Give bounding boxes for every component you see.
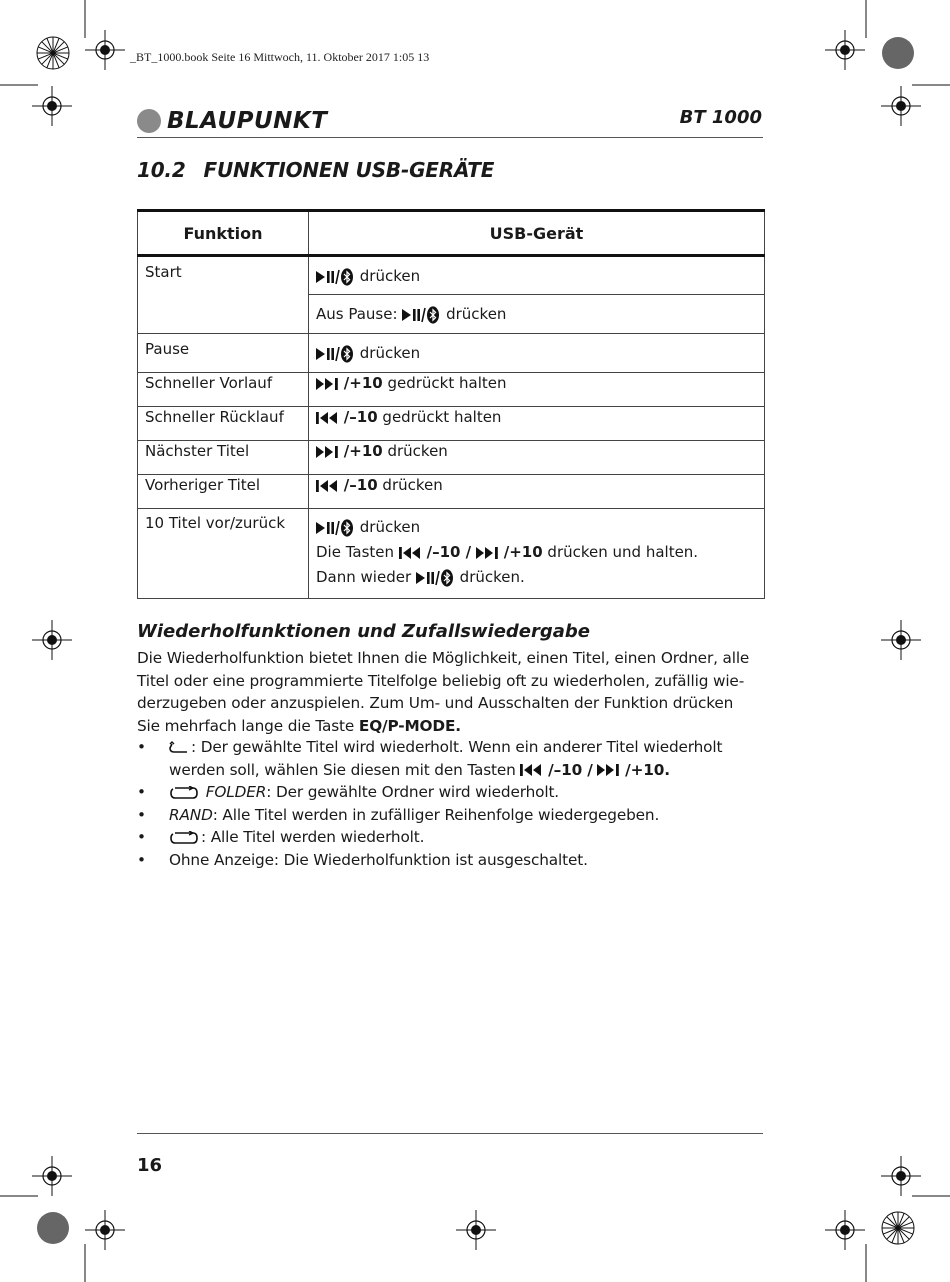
repeat-list xyxy=(137,736,767,872)
function-label: Schneller Rücklauf xyxy=(138,407,309,441)
usb-action: drücken xyxy=(309,256,765,295)
section-heading: FUNKTIONEN USB-GERÄTE xyxy=(203,158,495,182)
page-number: 16 xyxy=(137,1155,163,1176)
repeat-description: Die Wiederholfunktion bietet Ihnen die Möglichkeit, einen Titel, einen Ordner, alle Titel oder eine programmierte Titelfolge beliebig oft zu wiederholen, zufällig wie- derzugeben oder anzuspielen. Zum Um- und Ausschalten der Funktion drücken Sie mehrfach lange die Taste EQ/P-MODE. xyxy=(137,649,750,735)
usb-action: /–10 gedrückt halten xyxy=(309,407,765,441)
play-pause-icon xyxy=(316,269,340,285)
play-pause-icon xyxy=(316,346,340,362)
usb-action: /–10 drücken xyxy=(309,475,765,509)
previous-track-icon xyxy=(520,762,542,778)
bluetooth-icon xyxy=(441,568,453,588)
function-label: Nächster Titel xyxy=(138,441,309,475)
repeat-all-icon xyxy=(169,831,199,845)
next-track-icon xyxy=(476,545,498,561)
print-info: _BT_1000.book Seite 16 Mittwoch, 11. Oktober 2017 1:05 13 xyxy=(130,50,430,64)
logo-dot-icon xyxy=(137,109,161,133)
usb-action: drücken Die Tasten /–10 / /+10 drücken und halten. Dann wieder drücken. xyxy=(309,509,765,599)
next-track-icon xyxy=(597,762,619,778)
model-name: BT 1000 xyxy=(679,107,762,128)
function-label: 10 Titel vor/zurück xyxy=(138,509,309,599)
usb-action: /+10 gedrückt halten xyxy=(309,373,765,407)
usb-action: /+10 drücken xyxy=(309,441,765,475)
previous-track-icon xyxy=(316,478,338,494)
table-row-fast-forward xyxy=(138,373,765,407)
previous-track-icon xyxy=(399,545,421,561)
table-row-start xyxy=(138,256,765,295)
brand-logo xyxy=(137,108,327,134)
table-row-ten-tracks xyxy=(138,509,765,599)
function-table xyxy=(137,209,765,599)
brand-name: BLAUPUNKT xyxy=(167,108,328,134)
footer-divider xyxy=(137,1133,763,1134)
bluetooth-icon xyxy=(427,305,439,325)
repeat-heading: Wiederholfunktionen und Zufallswiedergabe xyxy=(137,621,591,642)
column-header-function: Funktion xyxy=(138,211,309,256)
repeat-one-icon xyxy=(169,741,189,755)
function-label: Schneller Vorlauf xyxy=(138,373,309,407)
play-pause-icon xyxy=(316,520,340,536)
list-item: • Ohne Anzeige: Die Wiederholfunktion ist ausgeschaltet. xyxy=(137,850,588,869)
bluetooth-icon xyxy=(341,344,353,364)
next-track-icon xyxy=(316,376,338,392)
function-label: Pause xyxy=(138,334,309,373)
table-row-pause xyxy=(138,334,765,373)
bluetooth-icon xyxy=(341,267,353,287)
table-row-previous-track xyxy=(138,475,765,509)
play-pause-icon xyxy=(416,570,440,586)
list-item: • : Der gewählte Titel wird wiederholt. Wenn ein anderer Titel wiederholt werden soll, wählen Sie diesen mit den Tasten /–10 / /+10. xyxy=(137,738,723,779)
header-divider xyxy=(137,137,763,138)
table-row-rewind xyxy=(138,407,765,441)
next-track-icon xyxy=(316,444,338,460)
usb-action: drücken xyxy=(309,334,765,373)
list-item: • RAND: Alle Titel werden in zufälliger Reihenfolge wiedergegeben. xyxy=(137,805,660,824)
play-pause-icon xyxy=(402,307,426,323)
column-header-usb: USB-Gerät xyxy=(309,211,765,256)
function-label: Start xyxy=(138,256,309,334)
repeat-folder-icon xyxy=(169,786,199,800)
bluetooth-icon xyxy=(341,518,353,538)
table-row-next-track xyxy=(138,441,765,475)
section-title xyxy=(137,158,494,182)
section-number: 10.2 xyxy=(137,158,186,182)
list-item: • : Alle Titel werden wiederholt. xyxy=(137,828,425,847)
previous-track-icon xyxy=(316,410,338,426)
function-label: Vorheriger Titel xyxy=(138,475,309,509)
list-item: • FOLDER: Der gewählte Ordner wird wiederholt. xyxy=(137,783,560,802)
usb-action: Aus Pause: drücken xyxy=(309,295,765,334)
